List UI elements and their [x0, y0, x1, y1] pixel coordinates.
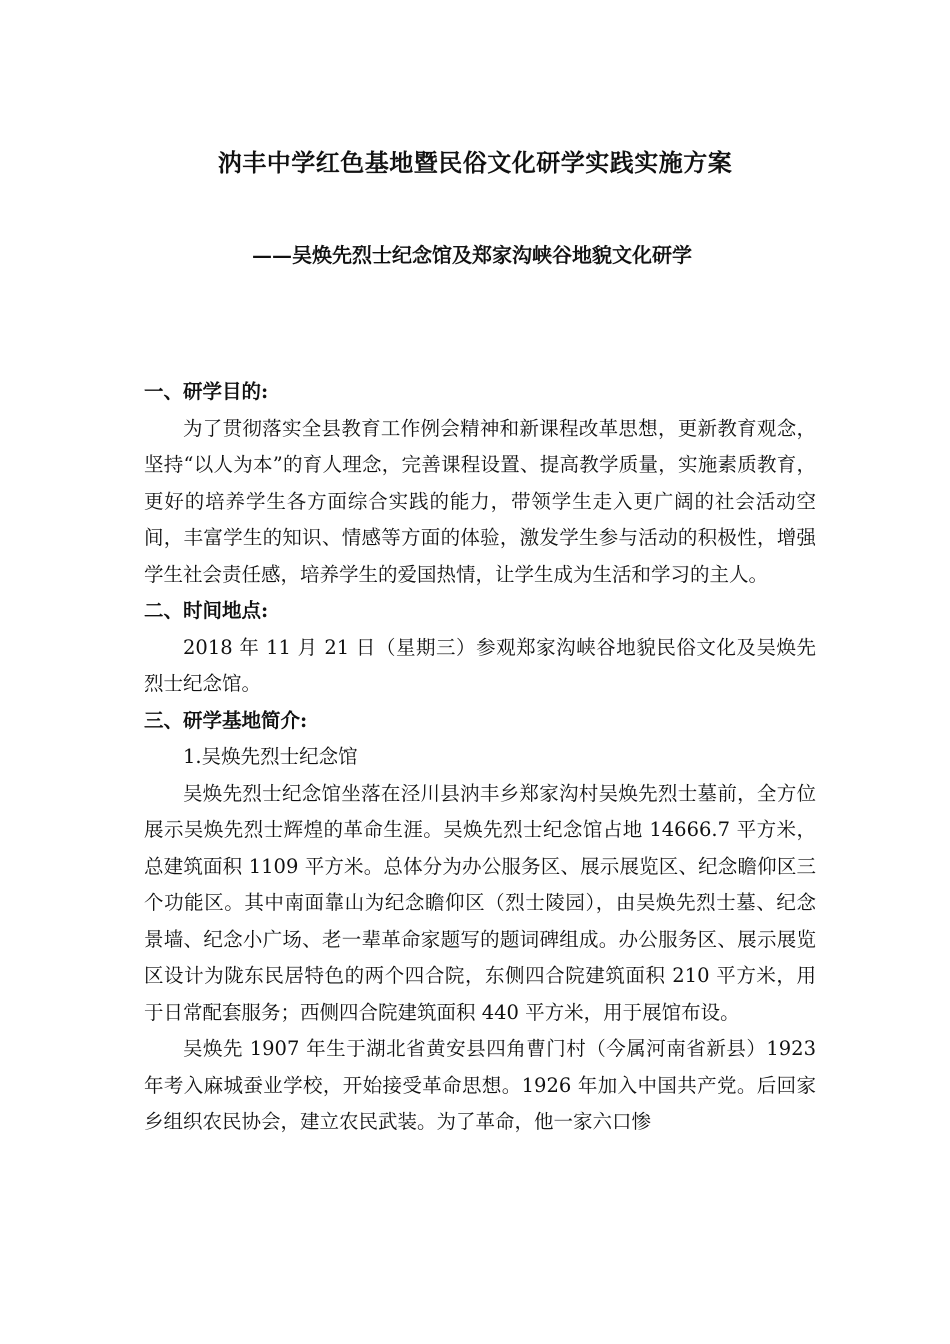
paragraph-biography: 吴焕先 1907 年生于湖北省黄安县四角曹门村（今属河南省新县）1923 年考入麻城蚕业学校，开始接受革命思想。1926 年加入中国共产党。后回家乡组织农民协会，建立农民武装。为了革命，他一家六口惨 [144, 1037, 816, 1133]
document-body [144, 374, 816, 1141]
section-heading-base-intro: 三、研学基地简介: [144, 708, 308, 732]
paragraph-memorial-description: 吴焕先烈士纪念馆坐落在泾川县汭丰乡郑家沟村吴焕先烈士墓前，全方位展示吴焕先烈士辉煌的革命生涯。吴焕先烈士纪念馆占地 14666.7 平方米，总建筑面积 1109 平方米。总体分为办公服务区、展示展览区、纪念瞻仰区三个功能区。其中南面靠山为纪念瞻仰区（烈士陵园），由吴焕先烈士墓、纪念景墙、纪念小广场、老一辈革命家题写的题词碑组成。办公服务区、展示展览区设计为陇东民居特色的两个四合院，东侧四合院建筑面积 210 平方米，用于日常配套服务；西侧四合院建筑面积 440 平方米，用于展馆布设。 [144, 781, 816, 1024]
document-title: 汭丰中学红色基地暨民俗文化研学实践实施方案 [217, 148, 733, 177]
paragraph-time-place: 2018 年 11 月 21 日（星期三）参观郑家沟峡谷地貌民俗文化及吴焕先烈士纪念馆。 [144, 635, 816, 695]
section-heading-time-place: 二、时间地点: [144, 599, 269, 622]
section-heading-purpose: 一、研学目的: [144, 380, 269, 403]
subheading-memorial: 1.吴焕先烈士纪念馆 [183, 745, 358, 768]
document-subtitle: ——吴焕先烈士纪念馆及郑家沟峡谷地貌文化研学 [252, 243, 692, 267]
paragraph-purpose: 为了贯彻落实全县教育工作例会精神和新课程改革思想，更新教育观念，坚持“以人为本”的育人理念，完善课程设置、提高教学质量，实施素质教育，更好的培养学生各方面综合实践的能力，带领学生走入更广阔的社会活动空间，丰富学生的知识、情感等方面的体验，激发学生参与活动的积极性，增强学生社会责任感，培养学生的爱国热情，让学生成为生活和学习的主人。 [144, 416, 816, 586]
